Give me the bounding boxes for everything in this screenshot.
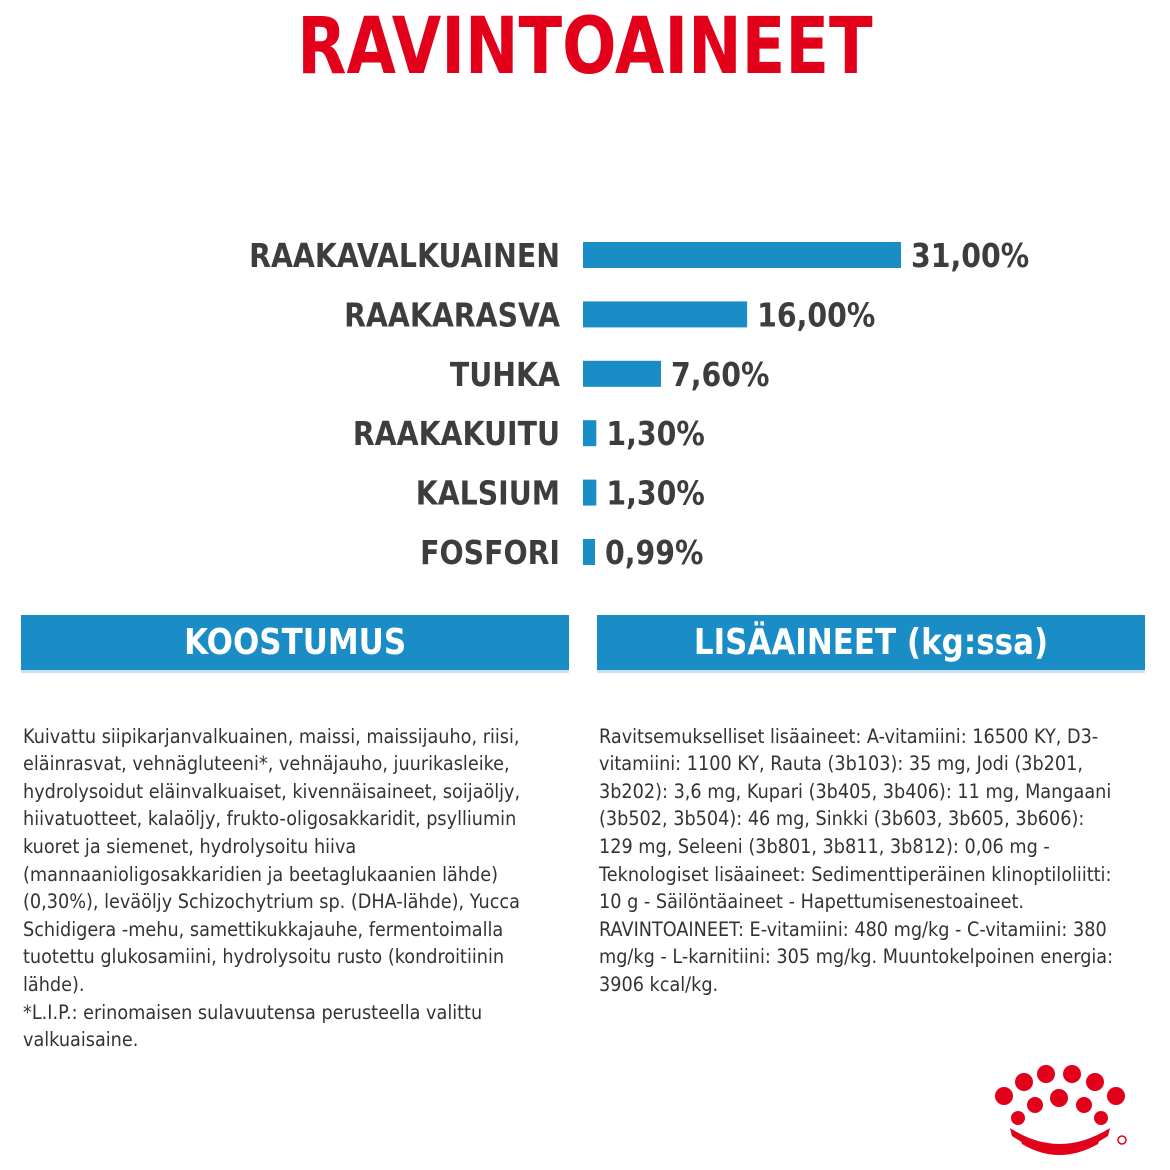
nutrient-bar-chart: [0, 220, 1170, 580]
category-label: FOSFORI: [420, 533, 560, 573]
category-label: RAAKAVALKUAINEN: [249, 236, 560, 276]
page-title: RAVINTOAINEET: [297, 2, 873, 92]
composition-header: [21, 615, 569, 673]
additives-text: Ravitsemukselliset lisäaineet: A-vitamiini: 16500 KY, D3-vitamiini: 1100 KY, Rauta (3b103): 35 mg, Jodi (3b201, 3b202): 3,6 mg, Kupari (3b405, 3b406): 11 mg, Mangaani (3b502, 3b504): 46 mg, Sinkki (3b603, 3b605, 3b606): 129 mg, Seleeni (3b801, 3b811, 3b812): 0,06 mg - Teknologiset lisäaineet: Sedimenttiperäinen klinoptiloliitti: 10 g - Säilöntäaineet - Hapettumisenestoaineet. RAVINTOAINEET: E-vitamiini: 480 mg/kg - C-vitamiini: 380 mg/kg - L-karnitiini: 305 mg/kg. Muuntokelpoinen energia: 3906 kcal/kg.: [599, 724, 1114, 996]
bar: [583, 480, 596, 506]
value-label: 0,99%: [604, 533, 704, 573]
category-label: KALSIUM: [415, 474, 560, 514]
value-label: 16,00%: [757, 296, 876, 335]
bar: [583, 361, 661, 387]
additives-panel: [597, 615, 1145, 1026]
composition-text: Kuivattu siipikarjanvalkuainen, maissi, maissijauho, riisi, eläinrasvat, vehnägluteeni*, vehnäjauho, juurikasleike, hydrolysoidut eläinvalkuaiset, kivennäisaineet, soijaöljy, hiivatuotteet, kalaöljy, frukto-oligosakkaridit, psylliumin kuoret ja siemenet, hydrolysoitu hiiva (mannaanioligosakkaridien ja beetaglukaanien lähde) (0,30%), leväöljy Schizochytrium sp. (DHA-lähde), Yucca Schidigera -mehu, samettikukkajauhe, fermentoimalla tuotettu glukosamiini, hydrolysoitu rusto (kondroitiinin lähde). *L.I.P.: erinomaisen sulavuutensa perusteella valittu valkuaisaine.: [23, 724, 521, 1052]
composition-text-block: [21, 695, 569, 1081]
bar: [583, 242, 901, 268]
bar: [583, 301, 747, 327]
category-label: TUHKA: [449, 355, 560, 395]
value-label: 1,30%: [606, 474, 705, 514]
additives-text-block: [597, 695, 1145, 1026]
additives-header: [597, 615, 1145, 673]
category-label: RAAKAKUITU: [352, 415, 560, 454]
category-label: RAAKARASVA: [344, 296, 560, 335]
value-label: 1,30%: [606, 415, 705, 454]
value-label: 7,60%: [670, 355, 770, 395]
additives-header-label: LISÄAINEET (kg:ssa): [693, 622, 1049, 663]
composition-header-label: KOOSTUMUS: [183, 622, 407, 663]
value-label: 31,00%: [910, 236, 1030, 276]
bar: [583, 539, 595, 565]
bar: [583, 420, 596, 446]
crown-icon: [980, 1060, 1145, 1155]
composition-panel: [21, 615, 569, 1081]
